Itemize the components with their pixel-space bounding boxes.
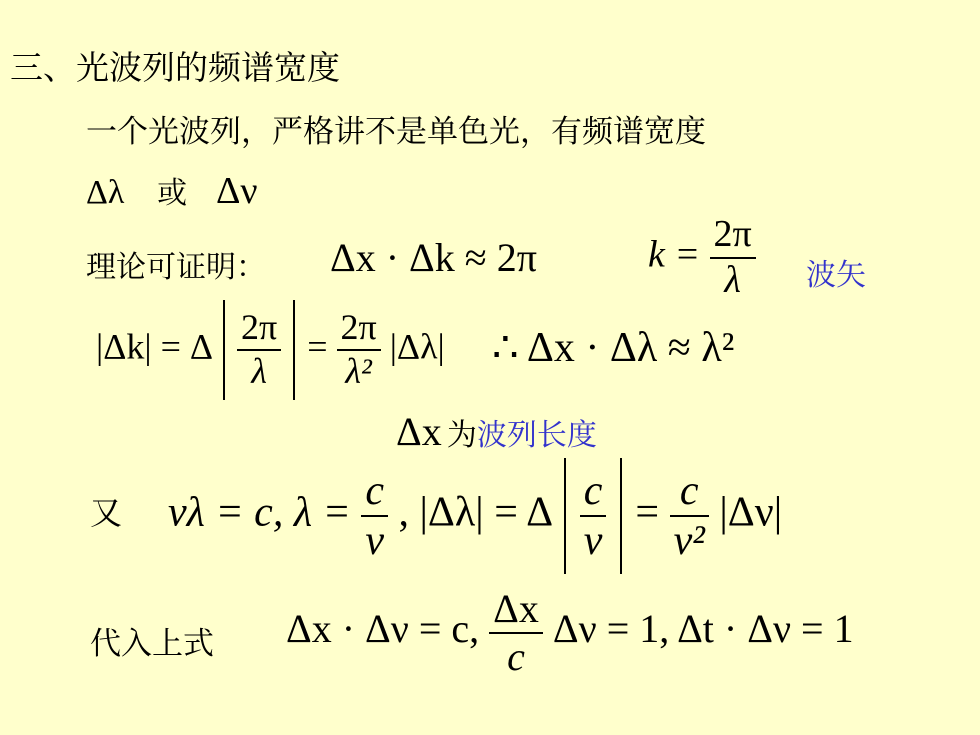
f2-den: ν — [583, 518, 603, 564]
delta-x-symbol: Δx — [396, 409, 442, 454]
f3-den: ν² — [673, 518, 705, 564]
abs-delta-lambda-eq: , |Δλ| = Δ — [398, 489, 551, 536]
result-fraction — [337, 309, 381, 391]
wave-train-length-label: 波列长度 — [476, 418, 597, 453]
abs-delta-nu: |Δν| — [719, 489, 783, 536]
intro-text: 一个光波列，严格讲不是单色光，有频谱宽度 — [86, 114, 706, 150]
f1-num: c — [365, 467, 385, 514]
is-word: 为 — [446, 418, 477, 453]
f3-num: c — [679, 467, 699, 514]
spectral-width-symbols — [86, 168, 258, 213]
f2-num: c — [583, 467, 603, 514]
wave-vector-definition — [648, 215, 756, 301]
delta-k-lhs: |Δk| = Δ — [96, 326, 212, 367]
c-over-nu-squared — [670, 469, 709, 563]
k-lhs: k = — [648, 233, 701, 276]
substitute-label: 代入上式 — [90, 626, 214, 662]
delta-lambda: Δλ — [86, 174, 125, 211]
frequency-relation — [168, 458, 782, 574]
k-denominator: λ — [724, 258, 741, 301]
final-frac-den: c — [507, 634, 525, 679]
therefore-relation: ∴ Δx · Δλ ≈ λ² — [492, 325, 735, 371]
c-over-nu-2 — [580, 469, 607, 563]
delta-nu: Δν — [215, 170, 258, 212]
c-over-nu-1 — [361, 469, 388, 563]
final-part2: Δν = 1, Δt · Δν = 1 — [552, 606, 854, 652]
final-frac-num: Δx — [493, 586, 539, 631]
k-fraction — [710, 215, 756, 301]
abs-fraction-num: 2π — [241, 307, 278, 348]
proof-label: 理论可证明： — [86, 250, 266, 285]
final-part1: Δx · Δν = c, — [286, 606, 480, 652]
abs-fraction-den: λ — [251, 351, 267, 391]
delta-x-over-c — [489, 588, 543, 678]
k-numerator: 2π — [713, 213, 752, 255]
or-word: 或 — [157, 176, 188, 211]
delta-k-equation — [96, 300, 445, 400]
abs-fraction — [237, 309, 281, 391]
also-label: 又 — [90, 494, 123, 532]
delta-x-note — [396, 408, 597, 455]
equals-sign: = — [307, 326, 328, 367]
wave-vector-label: 波矢 — [806, 258, 866, 293]
equals-sign-2: = — [635, 489, 660, 536]
f1-den: ν — [365, 518, 385, 564]
uncertainty-equation: Δx · Δk ≈ 2π — [330, 235, 537, 280]
final-relation — [286, 588, 854, 678]
nu-lambda-eq: νλ = c, λ = — [168, 489, 351, 536]
abs-delta-lambda: |Δλ| — [389, 326, 445, 367]
section-heading: 三、光波列的频谱宽度 — [10, 48, 340, 87]
result-fraction-num: 2π — [340, 307, 377, 348]
result-fraction-den: λ² — [345, 351, 372, 391]
